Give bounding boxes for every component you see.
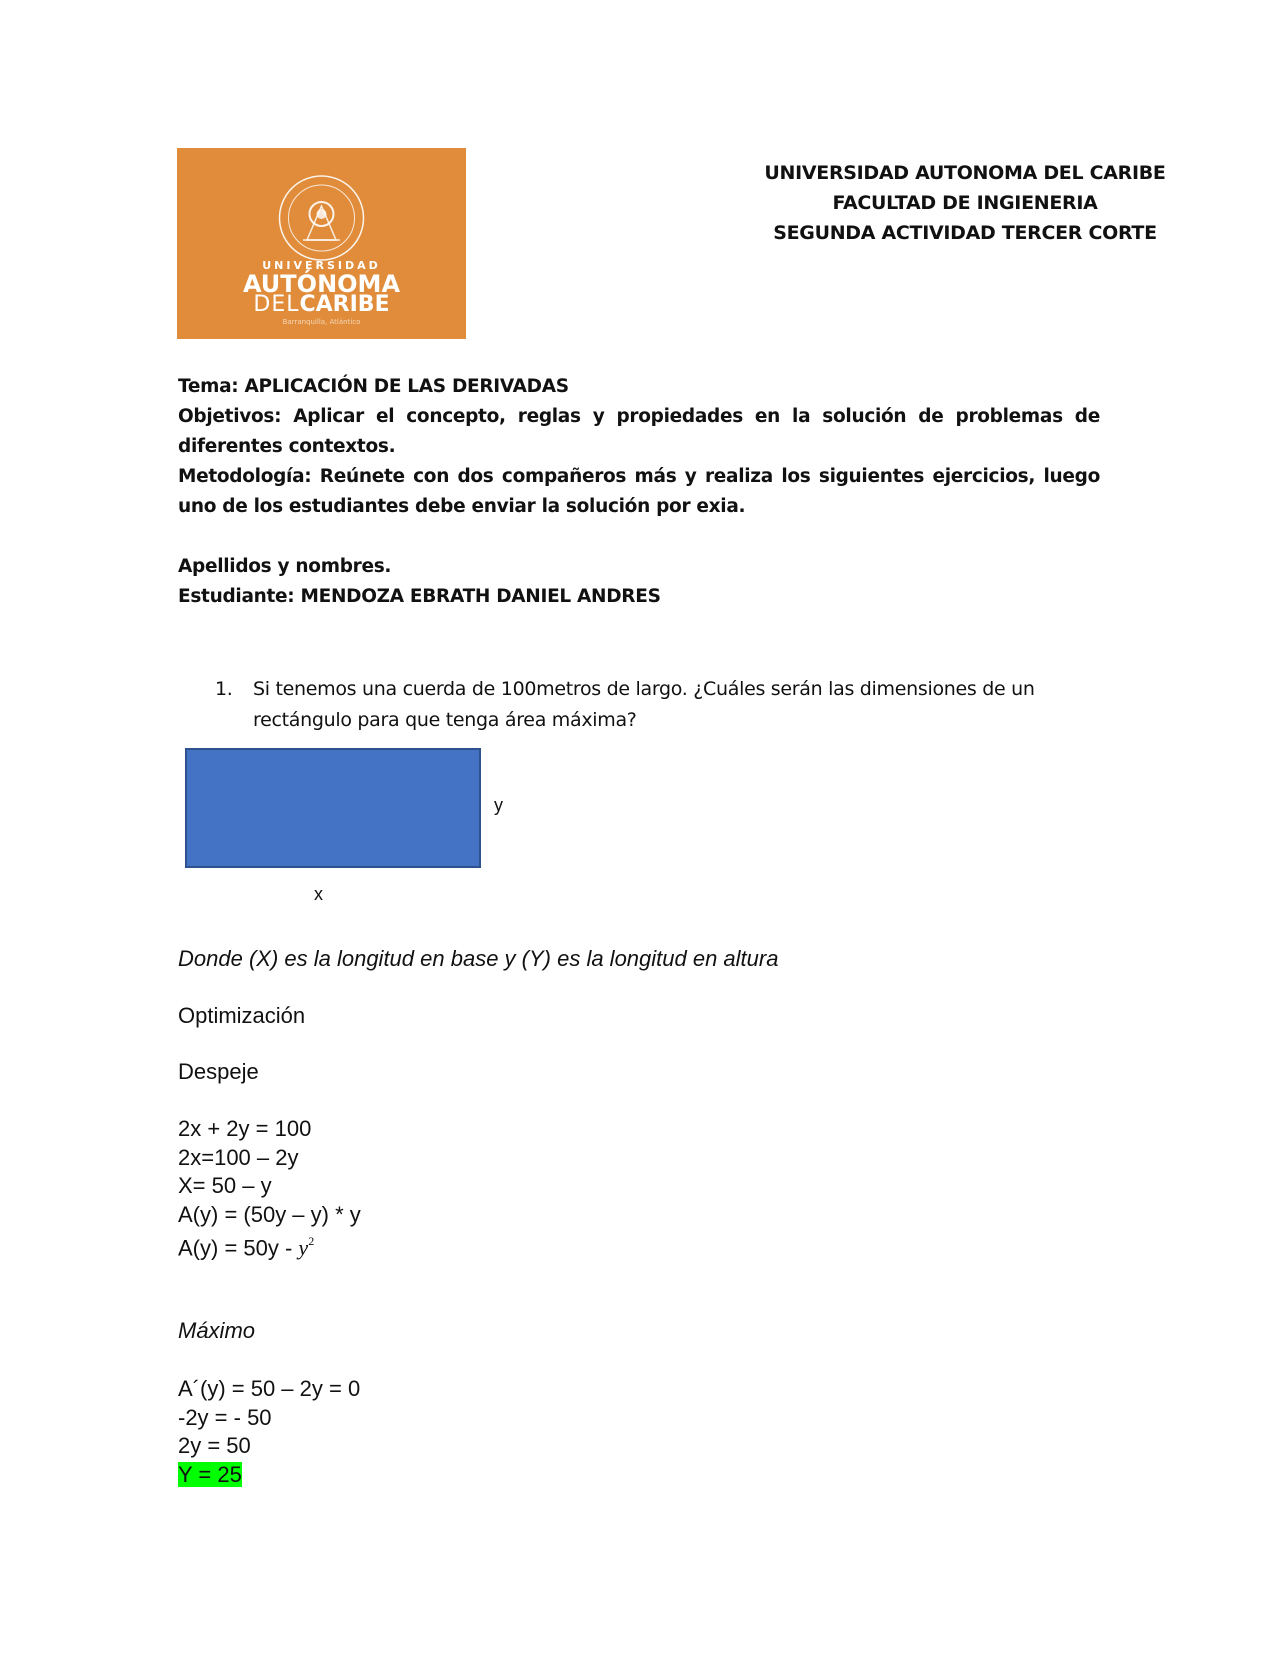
objetivos-paragraph: Objetivos: Aplicar el concepto, reglas y propiedades en la solución de problemas de diferentes contextos. xyxy=(178,406,1100,457)
figure-label-x: x xyxy=(314,884,323,904)
intro-block xyxy=(178,372,1100,612)
metodologia-paragraph: Metodología: Reúnete con dos compañeros más y realiza los siguientes ejercicios, luego uno de los estudiantes debe enviar la solución por exia. xyxy=(178,466,1100,517)
area-var: y xyxy=(298,1235,309,1261)
header-university: UNIVERSIDAD AUTONOMA DEL CARIBE xyxy=(764,162,1166,184)
exercise-number: 1. xyxy=(215,678,233,700)
derivative-step-2: -2y = - 50 xyxy=(178,1404,272,1430)
university-logo xyxy=(177,148,466,339)
derivative-step-3: 2y = 50 xyxy=(178,1433,251,1458)
exercise-1 xyxy=(215,674,1065,736)
result-line xyxy=(178,1461,360,1490)
area-prefix: A(y) = 50y - xyxy=(178,1235,299,1261)
tema-line: Tema: APLICACIÓN DE LAS DERIVADAS xyxy=(178,376,569,397)
optimizacion-heading: Optimización xyxy=(178,1003,306,1028)
logo-caribe: CARIBE xyxy=(299,292,390,317)
logo-line-delcaribe xyxy=(177,292,466,317)
header-activity: SEGUNDA ACTIVIDAD TERCER CORTE xyxy=(773,222,1157,244)
maximo-heading: Máximo xyxy=(178,1318,256,1343)
variables-description: Donde (X) es la longitud en base y (Y) es la longitud en altura xyxy=(178,946,779,971)
exercise-question: Si tenemos una cuerda de 100metros de largo. ¿Cuáles serán las dimensiones de un rectángulo para que tenga área máxima? xyxy=(253,678,1035,731)
y-squared xyxy=(298,1235,314,1260)
header-faculty: FACULTAD DE INGIENERIA xyxy=(832,192,1098,214)
result-highlight: Y = 25 xyxy=(178,1461,242,1487)
apellidos-line: Apellidos y nombres. xyxy=(178,556,392,577)
logo-line-autonoma: AUTÓNOMA xyxy=(242,270,401,298)
derivative-step-1: A´(y) = 50 – 2y = 0 xyxy=(178,1376,361,1401)
logo-del: DEL xyxy=(253,292,300,317)
student-name: Estudiante: MENDOZA EBRATH DANIEL ANDRES xyxy=(178,586,661,607)
equation-perimeter: 2x + 2y = 100 xyxy=(178,1116,312,1141)
derivative-block xyxy=(178,1375,360,1489)
figure-label-y: y xyxy=(494,795,503,815)
rectangle-figure xyxy=(185,748,481,868)
logo-city: Barranquilla, Atlántico xyxy=(282,318,361,326)
equation-area: A(y) = (50y – y) * y xyxy=(178,1201,361,1227)
equations-block xyxy=(178,1115,361,1261)
equation-x: X= 50 – y xyxy=(178,1173,272,1198)
logo-line-universidad: UNIVERSIDAD xyxy=(262,259,381,272)
institution-header xyxy=(760,158,1170,248)
equation-area-simplified xyxy=(178,1229,361,1261)
spacer xyxy=(178,522,1100,552)
area-exponent: 2 xyxy=(308,1234,315,1248)
equation-2x: 2x=100 – 2y xyxy=(178,1144,299,1170)
despeje-heading: Despeje xyxy=(178,1059,259,1084)
